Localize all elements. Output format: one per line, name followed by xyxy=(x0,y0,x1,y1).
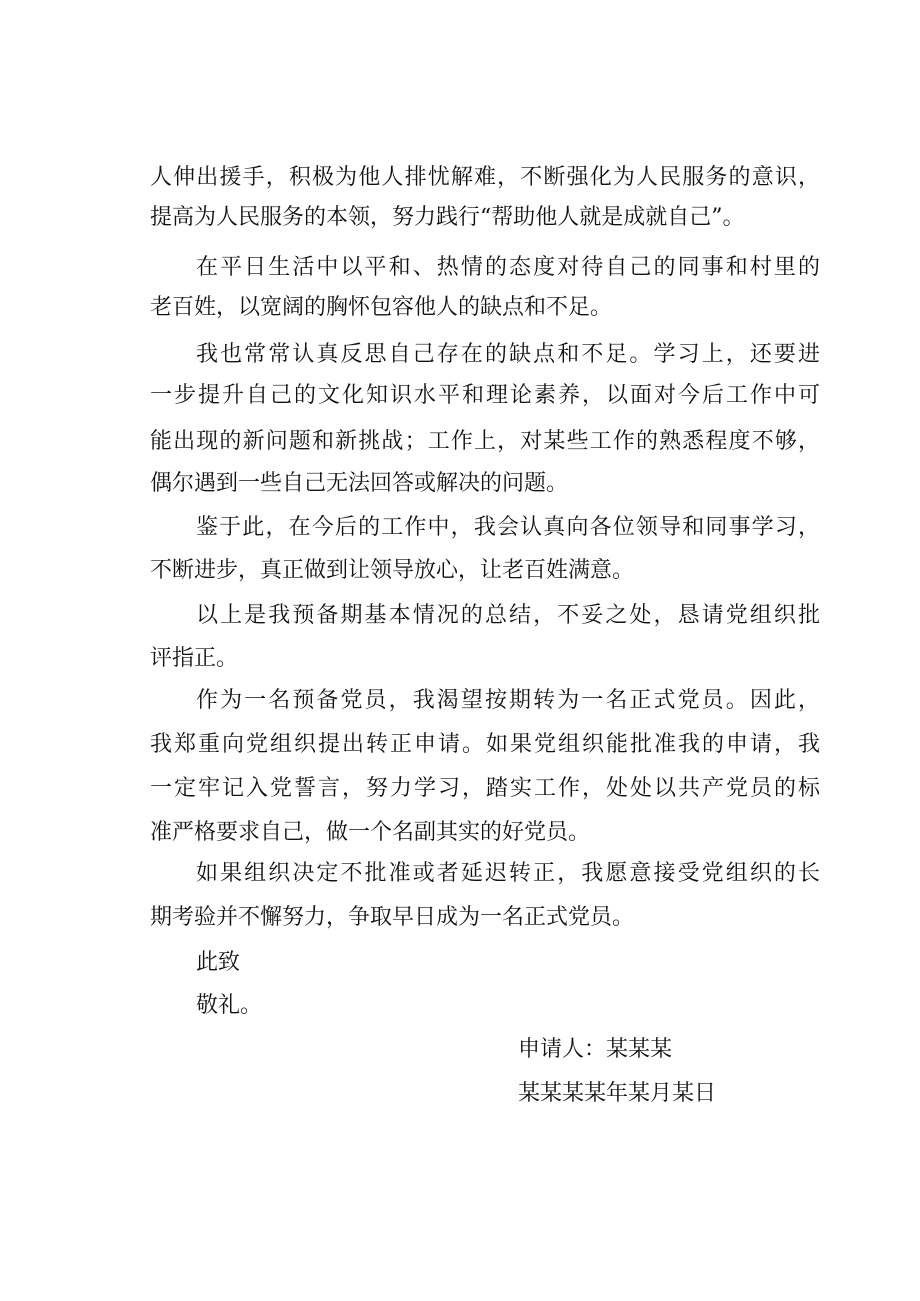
body-line: 提高为人民服务的本领，努力践行“帮助他人就是成就自己”。 xyxy=(150,205,745,230)
body-line: 老百姓，以宽阔的胸怀包容他人的缺点和不足。 xyxy=(150,295,613,320)
body-line: 一定牢记入党誓言，努力学习，踏实工作，处处以共产党员的标 xyxy=(150,776,820,801)
closing-salutation: 此致 xyxy=(196,950,241,975)
signature-date: 某某某某年某月某日 xyxy=(518,1081,717,1106)
body-line: 我也常常认真反思自己存在的缺点和不足。学习上，还要进 xyxy=(196,342,820,367)
applicant-signature: 申请人：某某某 xyxy=(518,1037,673,1062)
body-line: 鉴于此，在今后的工作中，我会认真向各位领导和同事学习， xyxy=(196,515,820,540)
body-line: 不断进步，真正做到让领导放心，让老百姓满意。 xyxy=(150,558,635,583)
body-line: 作为一名预备党员，我渴望按期转为一名正式党员。因此， xyxy=(196,688,820,713)
body-line: 人伸出援手，积极为他人排忧解难，不断强化为人民服务的意识， xyxy=(150,165,820,190)
body-line: 在平日生活中以平和、热情的态度对待自己的同事和村里的 xyxy=(196,255,820,280)
body-line: 一步提升自己的文化知识水平和理论素养，以面对今后工作中可 xyxy=(150,383,820,408)
body-line: 如果组织决定不批准或者延迟转正，我愿意接受党组织的长 xyxy=(196,861,820,886)
body-line: 期考验并不懈努力，争取早日成为一名正式党员。 xyxy=(150,905,635,930)
body-line: 评指正。 xyxy=(150,646,239,671)
body-line: 偶尔遇到一些自己无法回答或解决的问题。 xyxy=(150,471,569,496)
closing-regards: 敬礼。 xyxy=(196,993,263,1018)
body-line: 准严格要求自己，做一个名副其实的好党员。 xyxy=(150,820,591,845)
body-line: 我郑重向党组织提出转正申请。如果党组织能批准我的申请，我 xyxy=(150,732,820,757)
body-line: 以上是我预备期基本情况的总结，不妥之处，恳请党组织批 xyxy=(196,603,820,628)
body-line: 能出现的新问题和新挑战；工作上，对某些工作的熟悉程度不够， xyxy=(150,429,820,454)
